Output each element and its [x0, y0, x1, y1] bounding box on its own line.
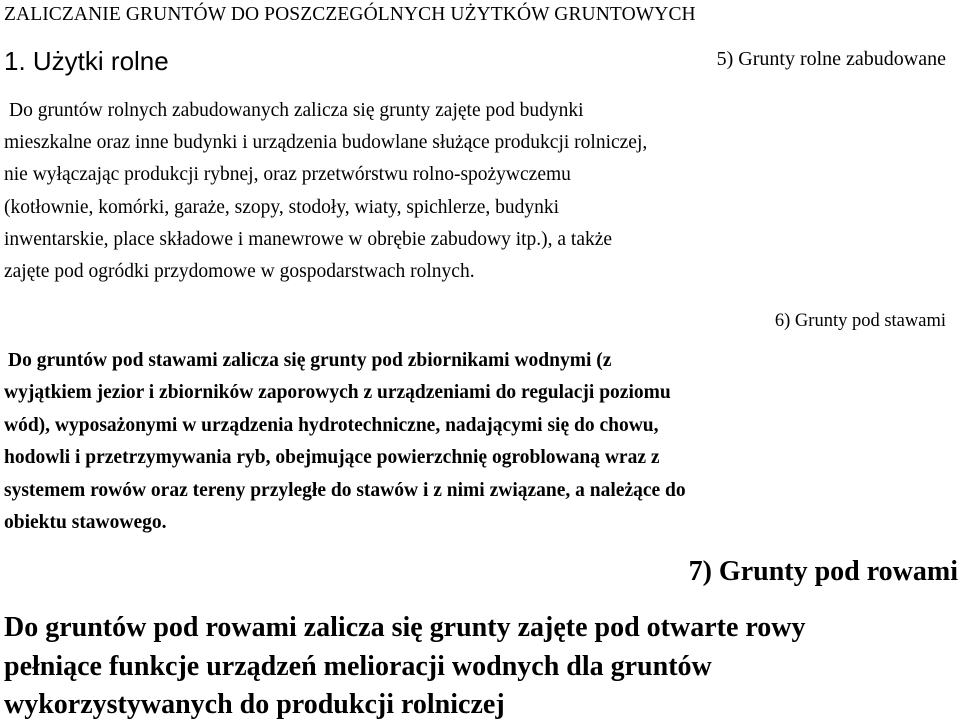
- section-heading-uzytki-rolne: 1. Użytki rolne: [4, 46, 169, 76]
- paragraph-grunty-rolne-zabudowane: [4, 95, 954, 288]
- document-title: ZALICZANIE GRUNTÓW DO POSZCZEGÓLNYCH UŻYTKÓW GRUNTOWYCH: [4, 4, 696, 25]
- paragraph-grunty-pod-stawami: [4, 345, 954, 539]
- heading-grunty-pod-stawami: 6) Grunty pod stawami: [774, 311, 946, 331]
- heading-grunty-rolne-zabudowane: 5) Grunty rolne zabudowane: [716, 48, 946, 70]
- paragraph-line: Do gruntów pod stawami zalicza się grunty pod zbiornikami wodnymi (z: [8, 350, 612, 371]
- paragraph-line: wykorzystywanych do produkcji rolniczej: [4, 689, 505, 720]
- paragraph-line: zajęte pod ogródki przydomowe w gospodarstwach rolnych.: [4, 261, 475, 283]
- paragraph-line: wyjątkiem jezior i zbiorników zaporowych z urządzeniami do regulacji poziomu: [4, 382, 671, 404]
- paragraph-line: (kotłownie, komórki, garaże, szopy, stodoły, wiaty, spichlerze, budynki: [4, 196, 560, 218]
- heading-grunty-pod-rowami: 7) Grunty pod rowami: [688, 556, 958, 587]
- paragraph-line: pełniące funkcje urządzeń melioracji wodnych dla gruntów: [4, 650, 712, 682]
- paragraph-line: Do gruntów rolnych zabudowanych zalicza się grunty zajęte pod budynki: [9, 100, 584, 121]
- paragraph-line: obiektu stawowego.: [4, 512, 167, 534]
- paragraph-line: systemem rowów oraz tereny przyległe do stawów i z nimi związane, a należące do: [4, 479, 686, 501]
- paragraph-line: inwentarskie, place składowe i manewrowe w obrębie zabudowy itp.), a także: [4, 228, 613, 250]
- paragraph-line: hodowli i przetrzymywania ryb, obejmujące powierzchnię ogroblowaną wraz z: [4, 447, 660, 469]
- paragraph-grunty-pod-rowami: [4, 609, 956, 725]
- paragraph-line: mieszkalne oraz inne budynki i urządzenia budowlane służące produkcji rolniczej,: [4, 132, 648, 154]
- paragraph-line: Do gruntów pod rowami zalicza się grunty zajęte pod otwarte rowy: [4, 612, 806, 643]
- paragraph-line: nie wyłączając produkcji rybnej, oraz przetwórstwu rolno-spożywczemu: [4, 164, 571, 186]
- paragraph-line: wód), wyposażonymi w urządzenia hydrotechniczne, nadającymi się do chowu,: [4, 414, 659, 436]
